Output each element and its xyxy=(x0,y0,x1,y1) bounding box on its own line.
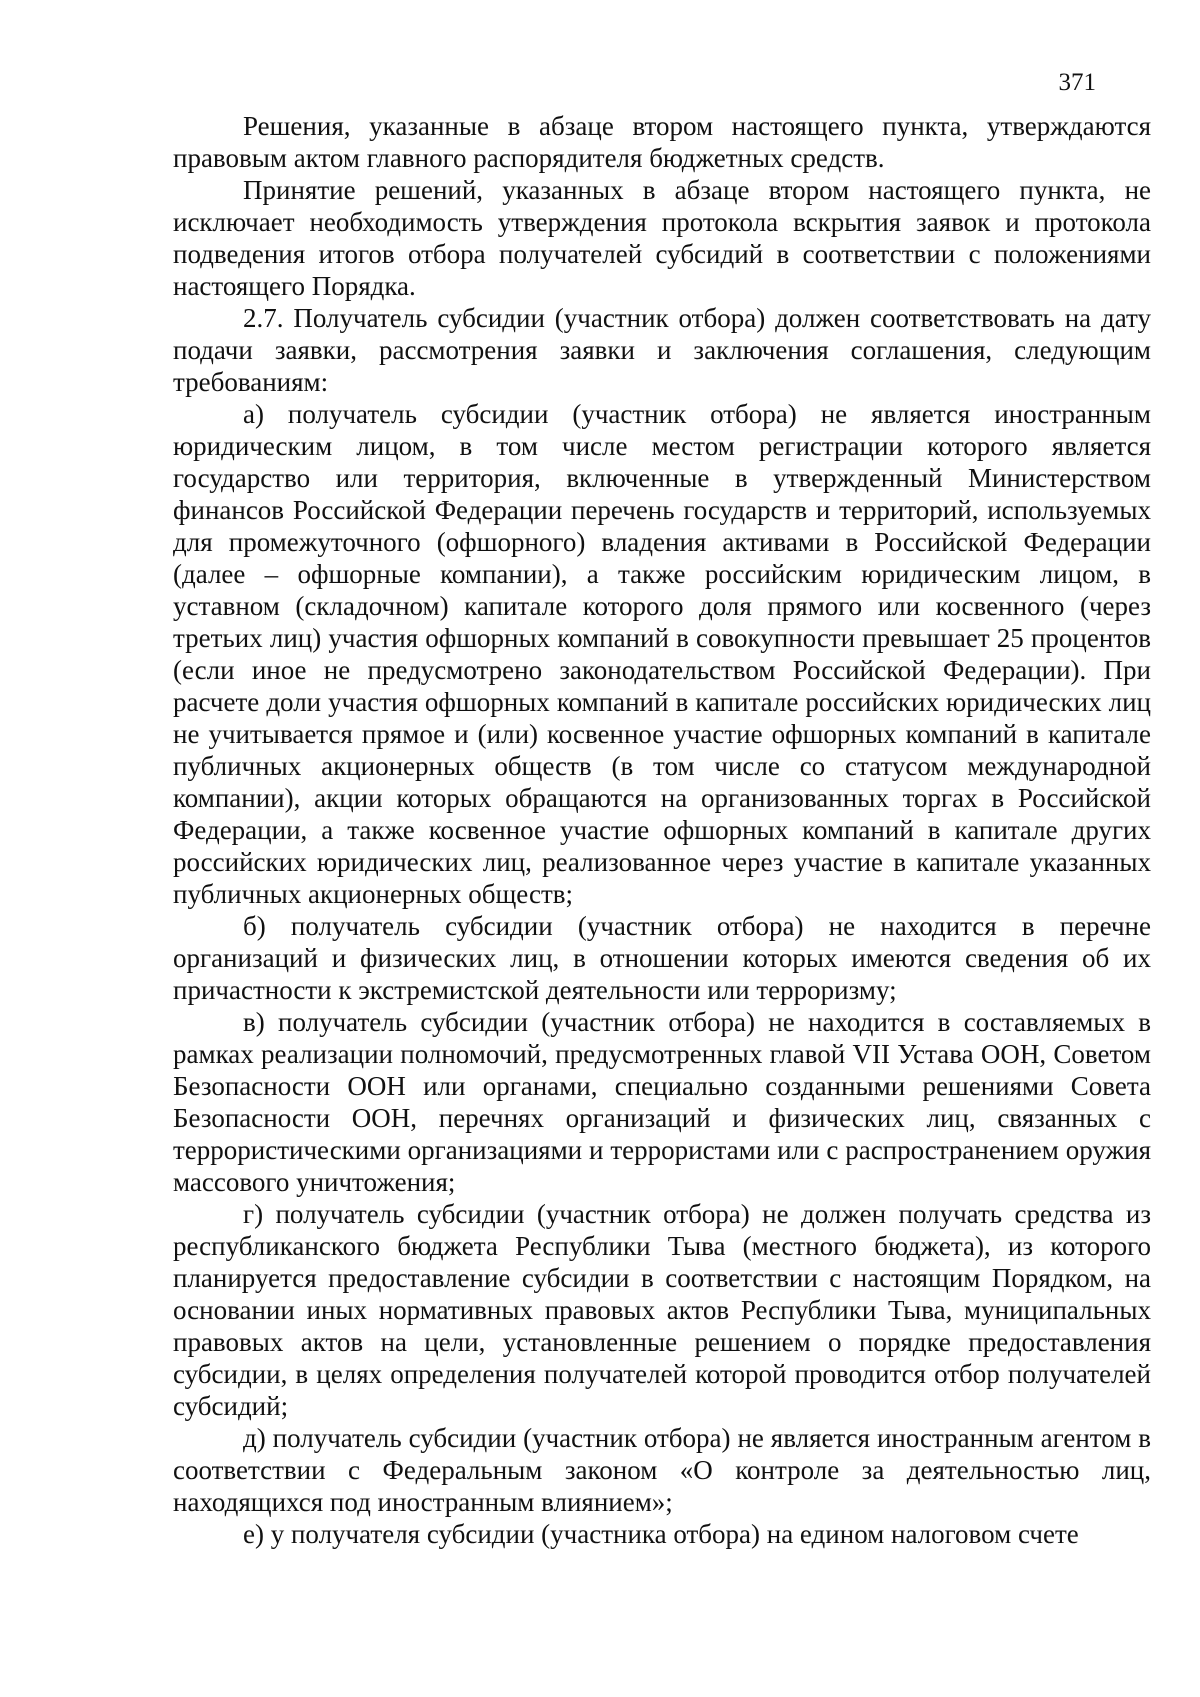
list-item-a-offshore: а) получатель субсидии (участник отбора) не является иностранным юридическим лицом, в том числе местом регистрации которого является государство или территория, включенные в утвержденный Министерством финансов Российской Федерации перечень государств и территорий, используемых для промежуточного (офшорного) владения активами в Российской Федерации (далее – офшорные компании), а также российским юридическим лицом, в уставном (складочном) капитале которого доля прямого или косвенного (через третьих лиц) участия офшорных компаний в совокупности превышает 25 процентов (если иное не предусмотрено законодательством Российской Федерации). При расчете доли участия офшорных компаний в капитале российских юридических лиц не учитывается прямое и (или) косвенное участие офшорных компаний в капитале публичных акционерных обществ (в том числе со статусом международной компании), акции которых обращаются на организованных торгах в Российской Федерации, а также косвенное участие офшорных компаний в капитале других российских юридических лиц, реализованное через участие в капитале указанных публичных акционерных обществ; xyxy=(173,399,1151,909)
page-number: 371 xyxy=(1058,69,1096,96)
paragraph-decisions-protocol: Принятие решений, указанных в абзаце втором настоящего пункта, не исключает необходимость утверждения протокола вскрытия заявок и протокола подведения итогов отбора получателей субсидий в соответствии с положениями настоящего Порядка. xyxy=(173,175,1151,301)
paragraph-2-7-requirements: 2.7. Получатель субсидии (участник отбора) должен соответствовать на дату подачи заявки, рассмотрения заявки и заключения соглашения, следующим требованиям: xyxy=(173,303,1151,397)
list-item-g-budget-funds: г) получатель субсидии (участник отбора) не должен получать средства из республиканского бюджета Республики Тыва (местного бюджета), из которого планируется предоставление субсидии в соответствии с настоящим Порядком, на основании иных нормативных правовых актов Республики Тыва, муниципальных правовых актов на цели, установленные решением о порядке предоставления субсидии, в целях определения получателей которой проводится отбор получателей субсидий; xyxy=(173,1199,1151,1421)
paragraph-decisions-approval: Решения, указанные в абзаце втором настоящего пункта, утверждаются правовым актом главного распорядителя бюджетных средств. xyxy=(173,111,1151,173)
list-item-d-foreign-agent: д) получатель субсидии (участник отбора) не является иностранным агентом в соответствии с Федеральным законом «О контроле за деятельностью лиц, находящихся под иностранным влиянием»; xyxy=(173,1423,1151,1517)
list-item-b-extremism: б) получатель субсидии (участник отбора) не находится в перечне организаций и физических лиц, в отношении которых имеются сведения об их причастности к экстремистской деятельности или терроризму; xyxy=(173,911,1151,1005)
document-body xyxy=(173,110,1151,1550)
list-item-e-tax-account: е) у получателя субсидии (участника отбора) на едином налоговом счете xyxy=(243,1519,1079,1549)
list-item-v-un-lists: в) получатель субсидии (участник отбора) не находится в составляемых в рамках реализации полномочий, предусмотренных главой VII Устава ООН, Советом Безопасности ООН или органами, специально созданными решениями Совета Безопасности ООН, перечнях организаций и физических лиц, связанных с террористическими организациями и террористами или с распространением оружия массового уничтожения; xyxy=(173,1007,1151,1197)
